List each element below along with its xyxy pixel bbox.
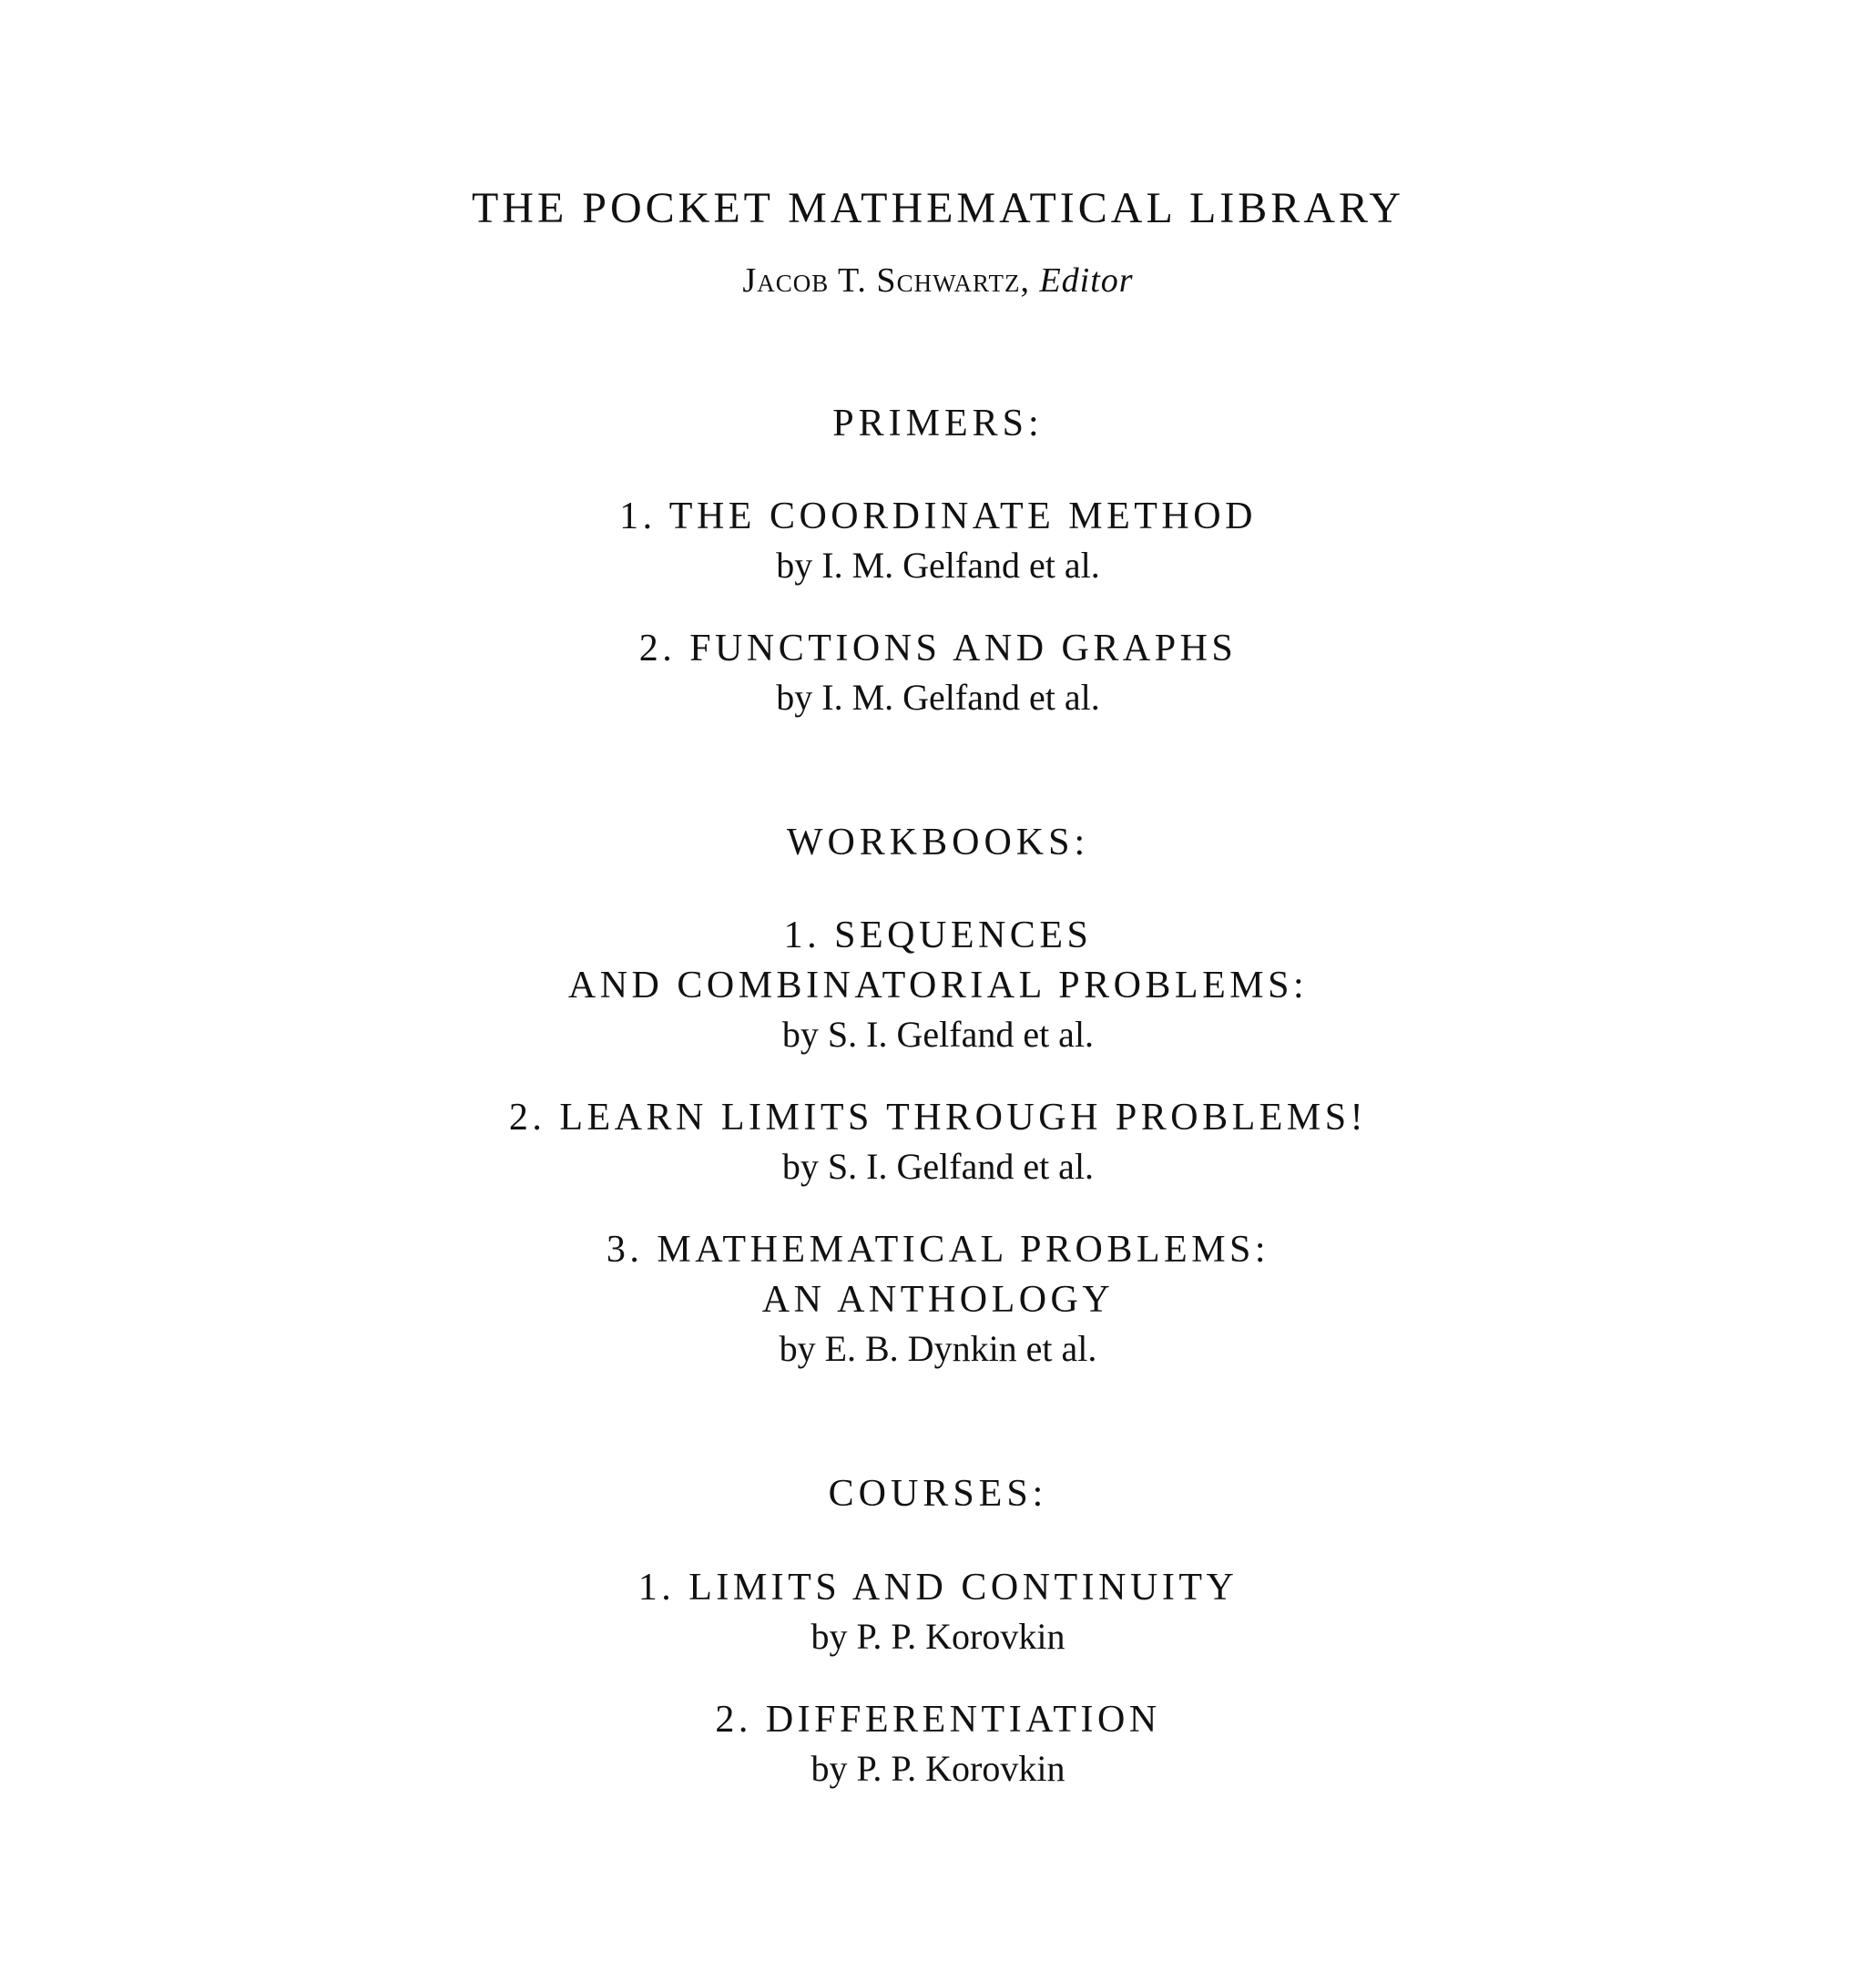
editor-line bbox=[0, 261, 1876, 301]
book-title-line2: AN ANTHOLOGY bbox=[761, 1279, 1115, 1322]
book-title: 2. FUNCTIONS AND GRAPHS bbox=[638, 627, 1238, 669]
book-title-line2: AND COMBINATORIAL PROBLEMS: bbox=[567, 965, 1309, 1007]
section-primers bbox=[0, 401, 1876, 721]
book-title: 1. THE COORDINATE METHOD bbox=[619, 495, 1257, 537]
section-heading-primers: PRIMERS: bbox=[832, 402, 1044, 444]
book-entry bbox=[0, 1695, 1876, 1793]
book-entry bbox=[0, 624, 1876, 721]
book-author: by S. I. Gelfand et al. bbox=[781, 1014, 1095, 1056]
series-title: THE POCKET MATHEMATICAL LIBRARY bbox=[471, 184, 1405, 232]
book-entry bbox=[0, 1563, 1876, 1660]
book-entry bbox=[0, 1093, 1876, 1190]
book-title: 2. LEARN LIMITS THROUGH PROBLEMS! bbox=[508, 1097, 1368, 1139]
book-entry bbox=[0, 492, 1876, 589]
book-title: 1. LIMITS AND CONTINUITY bbox=[637, 1566, 1239, 1609]
editor-separator: , bbox=[1020, 261, 1040, 300]
book-author: by P. P. Korovkin bbox=[811, 1747, 1065, 1789]
section-courses bbox=[0, 1471, 1876, 1792]
book-author: by S. I. Gelfand et al. bbox=[781, 1146, 1095, 1188]
book-author: by I. M. Gelfand et al. bbox=[776, 676, 1100, 718]
section-workbooks bbox=[0, 820, 1876, 1373]
book-entry bbox=[0, 1225, 1876, 1373]
book-title: 2. DIFFERENTIATION bbox=[715, 1698, 1161, 1741]
editor-role: Editor bbox=[1039, 261, 1134, 300]
section-heading-courses: COURSES: bbox=[828, 1473, 1048, 1516]
book-author: by E. B. Dynkin et al. bbox=[779, 1328, 1097, 1370]
book-entry bbox=[0, 911, 1876, 1058]
book-title-line1: 3. MATHEMATICAL PROBLEMS: bbox=[606, 1229, 1270, 1272]
book-title-line1: 1. SEQUENCES bbox=[783, 914, 1093, 957]
editor-name: Jacob T. Schwartz bbox=[742, 261, 1021, 300]
book-author: by P. P. Korovkin bbox=[811, 1615, 1065, 1657]
section-heading-workbooks: WORKBOOKS: bbox=[786, 821, 1090, 863]
book-author: by I. M. Gelfand et al. bbox=[776, 544, 1100, 586]
